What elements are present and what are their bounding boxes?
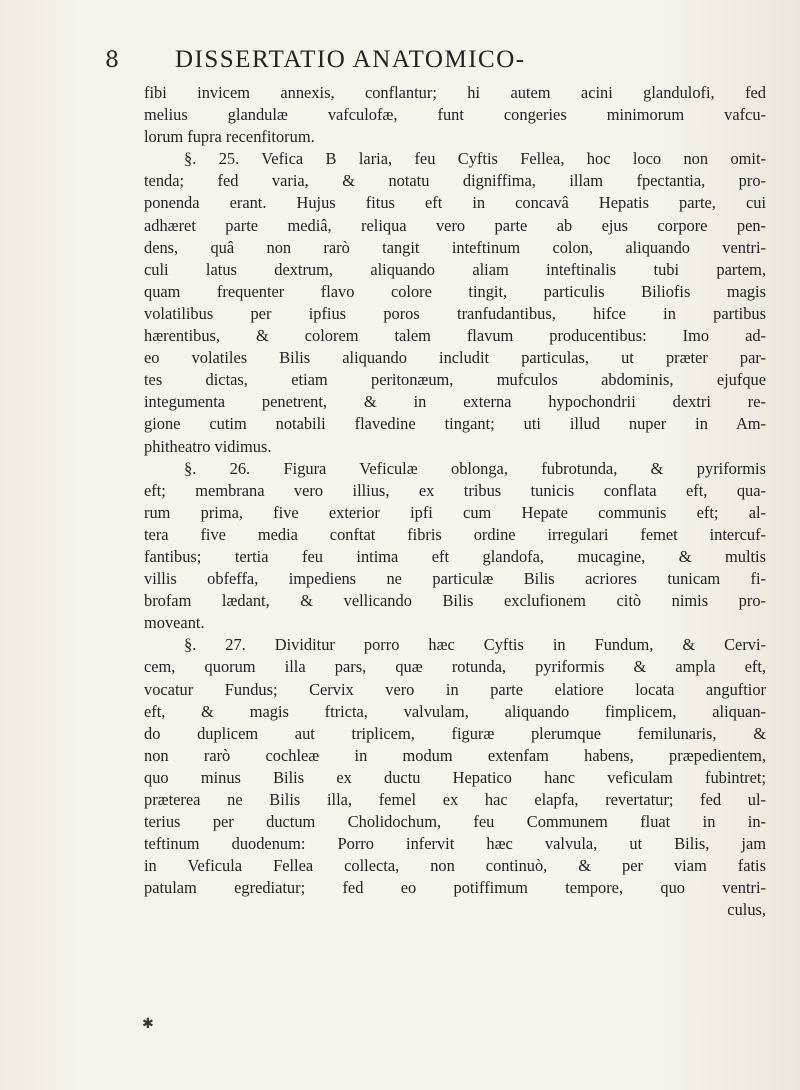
text-line: villis obfeffa, impediens ne particulæ Bilis acriores tunicam fi- [144,569,766,589]
text-line: adhæret parte mediâ, reliqua vero parte ab ejus corpore pen- [144,215,766,235]
text-line: vocatur Fundus; Cervix vero in parte elatiore locata anguftior [144,679,766,699]
text-line: eft, & magis ftricta, valvulam, aliquando fimplicem, aliquan- [144,701,766,721]
text-line: integumenta penetrent, & in externa hypochondrii dextri re- [144,392,766,412]
text-line: in Veficula Fellea collecta, non continuò, & per viam fatis [144,856,766,876]
text-line: moveant. [144,613,205,633]
text-line: culi latus dextrum, aliquando aliam inteftinalis tubi partem, [144,259,766,279]
text-line: culus, [727,900,766,920]
text-line: rum prima, five exterior ipfi cum Hepate communis eft; al- [144,502,766,522]
page-header [105,46,710,74]
text-line: §. 27. Dividitur porro hæc Cyftis in Fundum, & Cervi- [184,635,766,655]
text-line: cem, quorum illa pars, quæ rotunda, pyriformis & ampla eft, [144,657,766,677]
text-line: tes dictas, etiam peritonæum, mufculos abdominis, ejufque [144,370,766,390]
text-line: præterea ne Bilis illa, femel ex hac elapfa, revertatur; fed ul- [144,790,766,809]
text-line: non rarò cochleæ in modum extenfam habens, præpedientem, [144,745,766,765]
text-line: brofam lædant, & vellicando Bilis exclufionem citò nimis pro- [144,591,766,611]
text-line: lorum fupra recenfitorum. [144,127,315,147]
text-line: terius per ductum Cholidochum, feu Communem fluat in in- [144,812,766,832]
text-line: melius glandulæ vafculofæ, funt congeries minimorum vafcu- [144,105,766,125]
text-line: teftinum duodenum: Porro infervit hæc valvula, ut Bilis, jam [144,834,766,854]
text-line: fibi invicem annexis, conflantur; hi autem acini glandulofi, fed [144,83,766,102]
text-line: §. 25. Vefica B laria, feu Cyftis Fellea, hoc loco non omit- [184,149,766,169]
text-line: quam frequenter flavo colore tingit, particulis Biliofis magis [144,281,766,301]
text-line: ponenda erant. Hujus fitus eft in concavâ Hepatis parte, cui [144,193,766,213]
text-line: hærentibus, & colorem talem flavum producentibus: Imo ad- [144,326,766,346]
text-line: eo volatiles Bilis aliquando includit particulas, ut præter par- [144,348,766,368]
text-line: §. 26. Figura Veficulæ oblonga, fubrotunda, & pyriformis [184,458,766,478]
page-number: 8 [105,48,119,73]
ink-mark-icon: ✱ [142,1016,154,1032]
text-line: do duplicem aut triplicem, figuræ plerumque femilunaris, & [144,723,766,743]
text-line: tenda; fed varia, & notatu digniffima, illam fpectantia, pro- [144,171,766,191]
text-line: tera five media conftat fibris ordine irregulari femet intercuf- [144,524,766,544]
text-line: eft; membrana vero illius, ex tribus tunicis conflata eft, qua- [144,480,766,500]
text-line: volatilibus per ipfius poros tranfudantibus, hifce in partibus [144,303,766,323]
text-line: patulam egrediatur; fed eo potiffimum tempore, quo ventri- [144,878,766,898]
text-line: quo minus Bilis ex ductu Hepatico hanc veficulam fubintret; [144,767,766,787]
text-line: fantibus; tertia feu intima eft glandofa, mucagine, & multis [144,546,766,566]
running-head: DISSERTATIO ANATOMICO- [175,46,526,73]
text-line: phitheatro vidimus. [144,436,272,456]
text-line: dens, quâ non rarò tangit inteftinum colon, aliquando ventri- [144,237,766,257]
body-text [144,82,766,922]
text-line: gione cutim notabili flavedine tingant; uti illud nuper in Am- [144,414,766,434]
